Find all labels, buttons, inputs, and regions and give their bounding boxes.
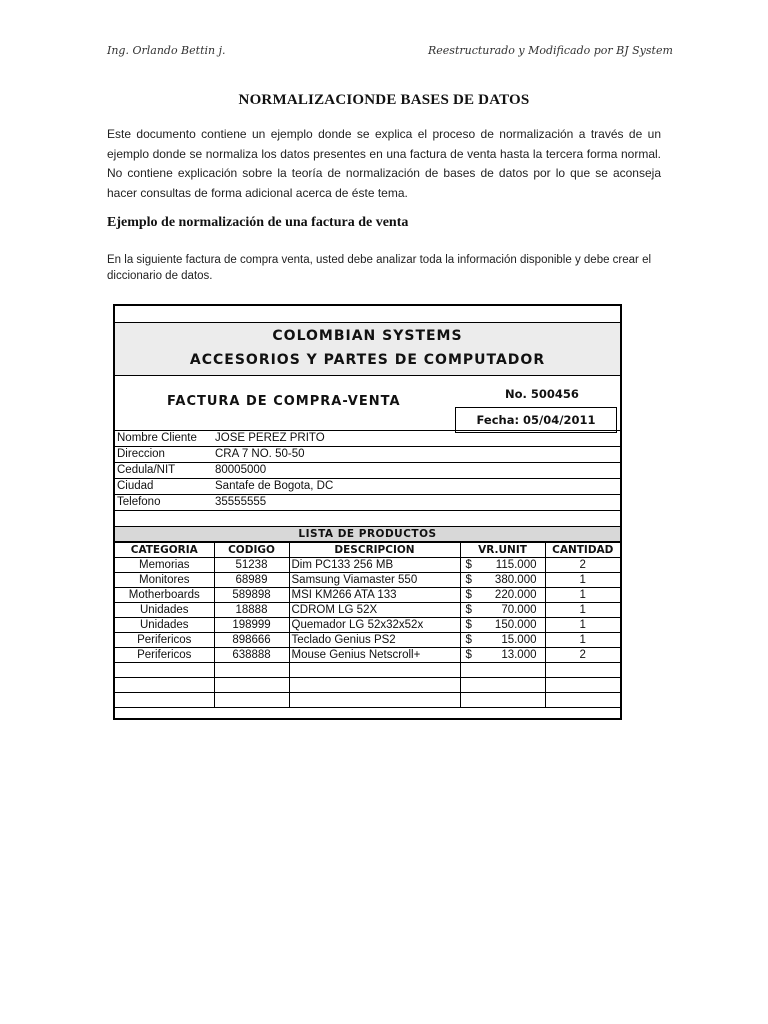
invoice-number: No. 500456	[505, 387, 579, 401]
cell-codigo: 18888	[214, 603, 289, 618]
table-row-empty	[115, 678, 620, 693]
column-header: CATEGORIA	[115, 543, 214, 558]
client-row-address	[115, 446, 620, 462]
client-label: Telefono	[117, 496, 161, 508]
cell-codigo: 589898	[214, 588, 289, 603]
unit-price: 70.000	[501, 604, 537, 616]
empty-cell	[289, 663, 460, 678]
client-label: Ciudad	[117, 480, 154, 492]
cell-vr-unit	[460, 648, 545, 663]
cell-cantidad: 1	[545, 588, 620, 603]
client-value: Santafe de Bogota, DC	[215, 480, 334, 492]
client-label: Nombre Cliente	[117, 432, 197, 444]
invoice-top-row	[115, 306, 620, 323]
cell-vr-unit	[460, 588, 545, 603]
column-header: VR.UNIT	[460, 543, 545, 558]
cell-descripcion: Quemador LG 52x32x52x	[289, 618, 460, 633]
empty-cell	[460, 663, 545, 678]
table-row	[115, 618, 620, 633]
empty-cell	[115, 663, 214, 678]
cell-vr-unit	[460, 558, 545, 573]
client-info	[115, 430, 620, 511]
product-list-title: LISTA DE PRODUCTOS	[115, 527, 620, 542]
empty-cell	[460, 693, 545, 708]
client-row-name	[115, 430, 620, 446]
cell-categoria: Perifericos	[115, 648, 214, 663]
cell-categoria: Perifericos	[115, 633, 214, 648]
empty-cell	[545, 663, 620, 678]
column-header: DESCRIPCION	[289, 543, 460, 558]
table-row-empty	[115, 663, 620, 678]
intro-paragraph: Este documento contiene un ejemplo donde se explica el proceso de normalización a través de un ejemplo donde se normaliza los datos presentes en una factura de venta hasta la tercera forma normal. No contiene explicación sobre la teoría de normalización de bases de datos por lo que se aconseja hacer consultas de forma adicional acerca de éste tema.	[107, 127, 661, 200]
cell-descripcion: Teclado Genius PS2	[289, 633, 460, 648]
invoice-spacer-row	[115, 510, 620, 527]
currency-symbol: $	[465, 604, 472, 616]
product-table-header	[115, 543, 620, 558]
table-row-empty	[115, 693, 620, 708]
cell-cantidad: 1	[545, 618, 620, 633]
client-value: 35555555	[215, 496, 267, 508]
empty-cell	[289, 693, 460, 708]
cell-descripcion: CDROM LG 52X	[289, 603, 460, 618]
client-value: CRA 7 NO. 50-50	[215, 448, 305, 460]
currency-symbol: $	[465, 619, 472, 631]
cell-codigo: 638888	[214, 648, 289, 663]
currency-symbol: $	[465, 559, 472, 571]
cell-cantidad: 1	[545, 573, 620, 588]
cell-codigo: 68989	[214, 573, 289, 588]
currency-symbol: $	[465, 649, 472, 661]
cell-descripcion: Samsung Viamaster 550	[289, 573, 460, 588]
cell-codigo: 51238	[214, 558, 289, 573]
table-row	[115, 603, 620, 618]
cell-categoria: Unidades	[115, 618, 214, 633]
cell-cantidad: 2	[545, 558, 620, 573]
header-author: Ing. Orlando Bettin j.	[107, 44, 226, 57]
company-name: COLOMBIAN SYSTEMS	[272, 328, 463, 344]
cell-categoria: Memorias	[115, 558, 214, 573]
cell-vr-unit	[460, 633, 545, 648]
cell-vr-unit	[460, 618, 545, 633]
unit-price: 13.000	[501, 649, 537, 661]
empty-cell	[115, 678, 214, 693]
unit-price: 15.000	[501, 634, 537, 646]
table-row	[115, 588, 620, 603]
cell-categoria: Monitores	[115, 573, 214, 588]
cell-categoria: Motherboards	[115, 588, 214, 603]
company-banner	[115, 323, 620, 376]
cell-descripcion: Dim PC133 256 MB	[289, 558, 460, 573]
instructions-paragraph: En la siguiente factura de compra venta, usted debe analizar toda la información disponible y debe crear el diccionario de datos.	[107, 254, 652, 282]
empty-cell	[289, 678, 460, 693]
cell-vr-unit	[460, 573, 545, 588]
client-row-city	[115, 478, 620, 494]
unit-price: 380.000	[494, 574, 537, 586]
document-title: NORMALIZACIONDE BASES DE DATOS	[238, 92, 530, 108]
client-value: 80005000	[215, 464, 267, 476]
cell-codigo: 898666	[214, 633, 289, 648]
column-header: CODIGO	[214, 543, 289, 558]
empty-cell	[115, 693, 214, 708]
cell-codigo: 198999	[214, 618, 289, 633]
currency-symbol: $	[465, 574, 472, 586]
invoice-title: FACTURA DE COMPRA-VENTA	[167, 394, 401, 409]
cell-cantidad: 2	[545, 648, 620, 663]
table-row	[115, 573, 620, 588]
currency-symbol: $	[465, 634, 472, 646]
empty-cell	[460, 678, 545, 693]
column-header: CANTIDAD	[545, 543, 620, 558]
invoice	[113, 304, 622, 720]
table-row	[115, 633, 620, 648]
unit-price: 150.000	[494, 619, 537, 631]
currency-symbol: $	[465, 589, 472, 601]
empty-cell	[214, 663, 289, 678]
client-value: JOSE PEREZ PRITO	[215, 432, 325, 444]
client-label: Direccion	[117, 448, 165, 460]
client-row-phone	[115, 494, 620, 511]
cell-descripcion: MSI KM266 ATA 133	[289, 588, 460, 603]
client-label: Cedula/NIT	[117, 464, 176, 476]
product-table	[115, 542, 620, 708]
header-credit: Reestructurado y Modificado por BJ System	[428, 44, 673, 57]
empty-cell	[214, 693, 289, 708]
cell-categoria: Unidades	[115, 603, 214, 618]
unit-price: 220.000	[494, 589, 537, 601]
cell-descripcion: Mouse Genius Netscroll+	[289, 648, 460, 663]
unit-price: 115.000	[495, 559, 537, 571]
cell-vr-unit	[460, 603, 545, 618]
cell-cantidad: 1	[545, 633, 620, 648]
cell-cantidad: 1	[545, 603, 620, 618]
client-row-id	[115, 462, 620, 478]
section-subtitle: Ejemplo de normalización de una factura de venta	[107, 215, 409, 230]
empty-cell	[545, 678, 620, 693]
table-row	[115, 558, 620, 573]
empty-cell	[214, 678, 289, 693]
table-row	[115, 648, 620, 663]
company-tagline: ACCESORIOS Y PARTES DE COMPUTADOR	[189, 352, 546, 368]
empty-cell	[545, 693, 620, 708]
invoice-date: Fecha: 05/04/2011	[455, 407, 617, 433]
